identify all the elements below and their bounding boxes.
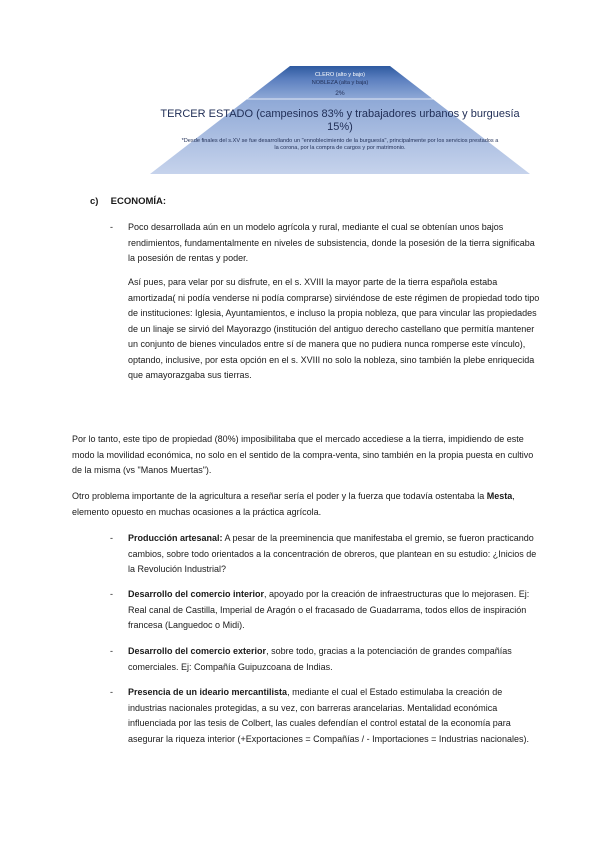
list-item-text: A pesar de la preeminencia que manifestaba el gremio, se fueron practicando cambios, sobre todo orientados a la concentración de obreros, que plantean en su estudio: ¿Inicios de la Revolución Industrial?	[128, 533, 537, 574]
list-item-comercio-interior	[110, 587, 540, 634]
mesta-text-before: Otro problema importante de la agricultura a reseñar sería el poder y la fuerza que todavía ostentaba la	[72, 491, 487, 501]
pyramid-note: *Desde finales del s.XV se fue desarrollando un "ennoblecimiento de la burguesía", principalmente por los servicios prestados a la corona, por la compra de cargos y por matrimonio.	[181, 138, 499, 151]
list-dash: -	[110, 646, 113, 656]
list-dash: -	[110, 533, 113, 543]
list-item-bold: Producción artesanal:	[128, 533, 223, 543]
list-dash: -	[110, 222, 113, 232]
list-item-comercio-exterior	[110, 644, 540, 675]
section-title: ECONOMÍA:	[110, 196, 167, 207]
pyramid-tercer-estado: TERCER ESTADO (campesinos 83% y trabajadores urbanos y burguesía 15%)	[160, 108, 520, 133]
list-item-text: Poco desarrollada aún en un modelo agrícola y rural, mediante el cual se obtenían unos bajos rendimientos, fundamentalmente en niveles de subsistencia, donde la posesión de la tierra significaba la posesión de rentas y poder.	[128, 222, 535, 263]
pyramid-nobility-percent: 2%	[335, 90, 345, 97]
paragraph-amortizacion: Así pues, para velar por su disfrute, en el s. XVIII la mayor parte de la tierra española estaba amortizada( ni podía venderse ni podía comprarse) sirviéndose de este régimen de propiedad todo tipo de instituciones: Iglesia, Ayuntamientos, e incluso la propia nobleza, que para vincular las propiedades de un linaje se sirvió del Mayorazgo (institución del antiguo derecho castellano que permitía mantener un conjunto de bienes vinculados entre sí de manera que no pudiera nunca romperse este vínculo), optando, inclusive, por esta opción en el s. XVIII no solo la nobleza, sino también la plebe enriquecida que amayorazgaba sus tierras.	[128, 277, 540, 380]
list-item-bold: Desarrollo del comercio exterior	[128, 646, 267, 656]
list-item-text: , sobre todo, gracias a la potenciación de grandes compañías comerciales. Ej: Compañía Guipuzcoana de Indias.	[128, 646, 512, 672]
social-pyramid	[150, 66, 530, 188]
section-heading	[90, 196, 166, 207]
list-item-bold: Presencia de un ideario mercantilista	[128, 687, 288, 697]
paragraph-mesta	[72, 489, 542, 520]
list-item-text: , apoyado por la creación de infraestructuras que lo mejorasen. Ej: Real canal de Castilla, Imperial de Aragón o el fracasado de Guadarrama, todos ellos de inspiración francesa (Languedoc o Midi).	[128, 589, 530, 630]
list-item-text: , mediante el cual el Estado estimulaba la creación de industrias nacionales protegidas, a su vez, con barreras arancelarias. Mentalidad económica influenciada por las tesis de Colbert, las cuales defendían el control estatal de la economía para asegurar la riqueza interior (+Exportaciones = Compañías / - Importaciones = Industrias nacionales).	[128, 687, 529, 744]
list-item-artesanal	[110, 531, 540, 578]
mesta-text-after: , elemento opuesto en muchas ocasiones a la práctica agrícola.	[72, 491, 515, 517]
pyramid-nobility-label: NOBLEZA (alta y baja)	[311, 80, 369, 86]
mesta-bold: Mesta	[486, 491, 513, 501]
list-item-economy	[110, 220, 540, 267]
list-dash: -	[110, 687, 113, 697]
pyramid-clergy-label: CLERO (alto y bajo)	[314, 72, 366, 78]
paragraph-propiedad: Por lo tanto, este tipo de propiedad (80%) imposibilitaba que el mercado accediese a la tierra, impidiendo de este modo la movilidad económica, no solo en el sentido de la compra-venta, sino también en la propia puesta en cultivo de la misma (vs "Manos Muertas").	[72, 434, 534, 475]
section-label: c)	[90, 196, 99, 207]
list-item-bold: Desarrollo del comercio interior	[128, 589, 265, 599]
list-dash: -	[110, 589, 113, 599]
list-item-mercantilismo	[110, 685, 540, 747]
